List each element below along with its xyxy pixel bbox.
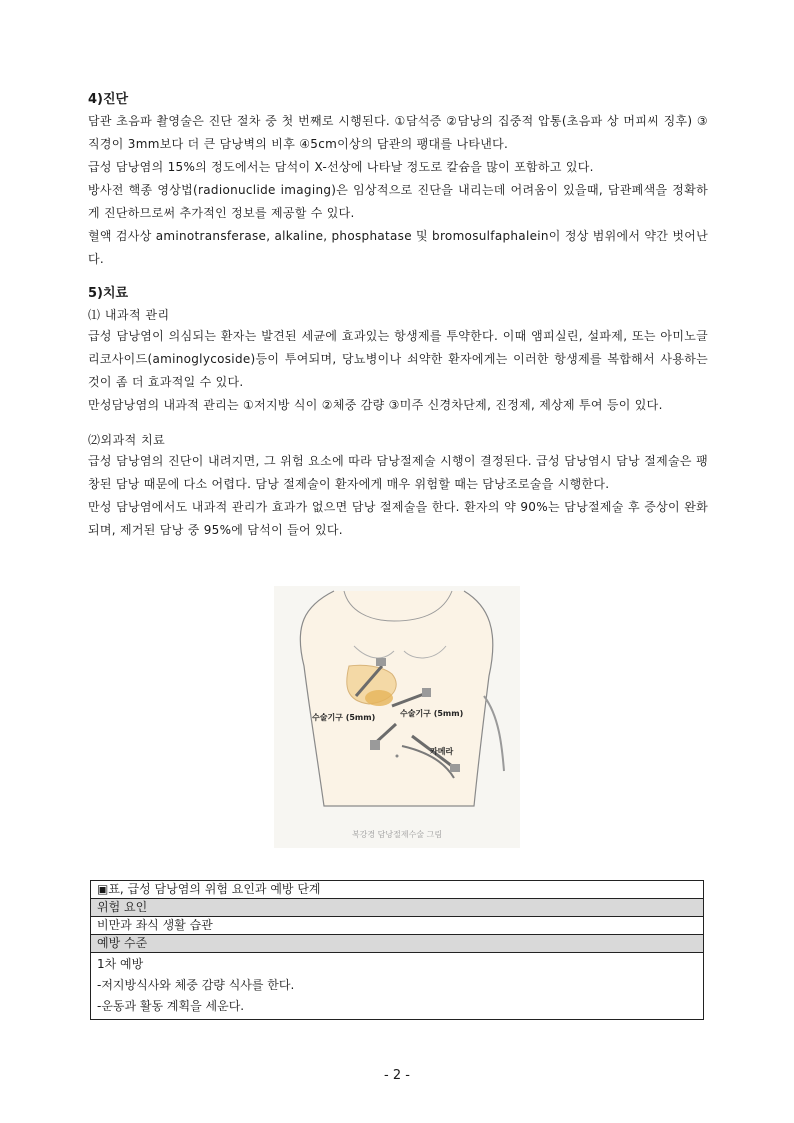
diagnosis-paragraph: 급성 담낭염의 15%의 정도에서는 담석이 X-선상에 나타날 정도로 칼슘을 많이 포함하고 있다. <box>88 160 594 174</box>
medical-paragraph: 만성담낭염의 내과적 관리는 ①저지방 식이 ②체중 감량 ③미주 신경차단제, 진정제, 제상제 투여 등이 있다. <box>88 398 663 412</box>
diagnosis-heading: 4)진단 <box>88 92 129 107</box>
figure-caption: 복강경 담낭절제수술 그림 <box>351 830 443 839</box>
instrument-label-right: 수술기구 (5mm) <box>400 709 464 718</box>
risk-prevention-table <box>90 880 704 1020</box>
surgical-treatment-title: ⑵외과적 치료 <box>88 433 166 447</box>
torso-drawing <box>274 586 520 848</box>
table-header-prevention: 예방 수준 <box>91 935 703 953</box>
prevention-line: -저지방식사와 체중 감량 식사를 한다. <box>97 978 295 992</box>
medical-management-title: ⑴ 내과적 관리 <box>88 308 170 322</box>
diagnosis-paragraph: 담관 초음파 촬영술은 진단 절차 중 첫 번째로 시행된다. ①담석증 ②담낭의 집중적 압통(초음파 상 머피씨 징후) ③직경이 3mm보다 더 큰 담낭벽의 비후 ④5cm이상의 담관의 팽대를 나타낸다. <box>88 114 708 151</box>
prevention-line: -운동과 활동 계획을 세운다. <box>97 999 245 1013</box>
diagnosis-paragraph: 방사전 핵종 영상법(radionuclide imaging)은 임상적으로 진단을 내리는데 어려움이 있을때, 담관폐색을 정확하게 진단하므로써 추가적인 정보를 제공할 수 있다. <box>88 183 708 220</box>
table-header-risk: 위험 요인 <box>91 899 703 917</box>
table-title: ▣표, 급성 담낭염의 위험 요인과 예방 단계 <box>91 881 703 899</box>
instrument-label-left: 수술기구 (5mm) <box>312 713 376 722</box>
laparoscopic-surgery-illustration <box>274 586 520 848</box>
surgical-paragraph: 만성 담낭염에서도 내과적 관리가 효과가 없으면 담낭 절제술을 한다. 환자의 약 90%는 담낭절제술 후 증상이 완화되며, 제거된 담낭 중 95%에 담석이 들어 있다. <box>88 500 708 537</box>
camera-label: 카메라 <box>430 747 454 756</box>
treatment-heading: 5)치료 <box>88 286 129 301</box>
table-cell-risk: 비만과 좌식 생활 습관 <box>91 917 703 935</box>
page-number: - 2 - <box>384 1068 410 1083</box>
medical-paragraph: 급성 담낭염이 의심되는 환자는 발견된 세균에 효과있는 항생제를 투약한다. 이때 앰피실린, 설파제, 또는 아미노글리코사이드(aminoglycoside)등이 투여되며, 당뇨병이나 쇠약한 환자에게는 이러한 항생제를 복합해서 사용하는 것이 좀 더 효과적일 수 있다. <box>88 329 708 389</box>
diagnosis-section <box>88 92 708 271</box>
diagnosis-paragraph: 혈액 검사상 aminotransferase, alkaline, phosphatase 및 bromosulfaphalein이 정상 범위에서 약간 벗어난다. <box>88 229 708 266</box>
table-cell-prevention <box>91 953 703 1019</box>
treatment-section <box>88 286 708 542</box>
surgical-paragraph: 급성 담낭염의 진단이 내려지면, 그 위험 요소에 따라 담낭절제술 시행이 결정된다. 급성 담낭염시 담낭 절제술은 팽창된 담낭 때문에 다소 어렵다. 담낭 절제술이 환자에게 매우 위험할 때는 담낭조로술을 시행한다. <box>88 454 708 491</box>
prevention-line: 1차 예방 <box>97 957 144 971</box>
